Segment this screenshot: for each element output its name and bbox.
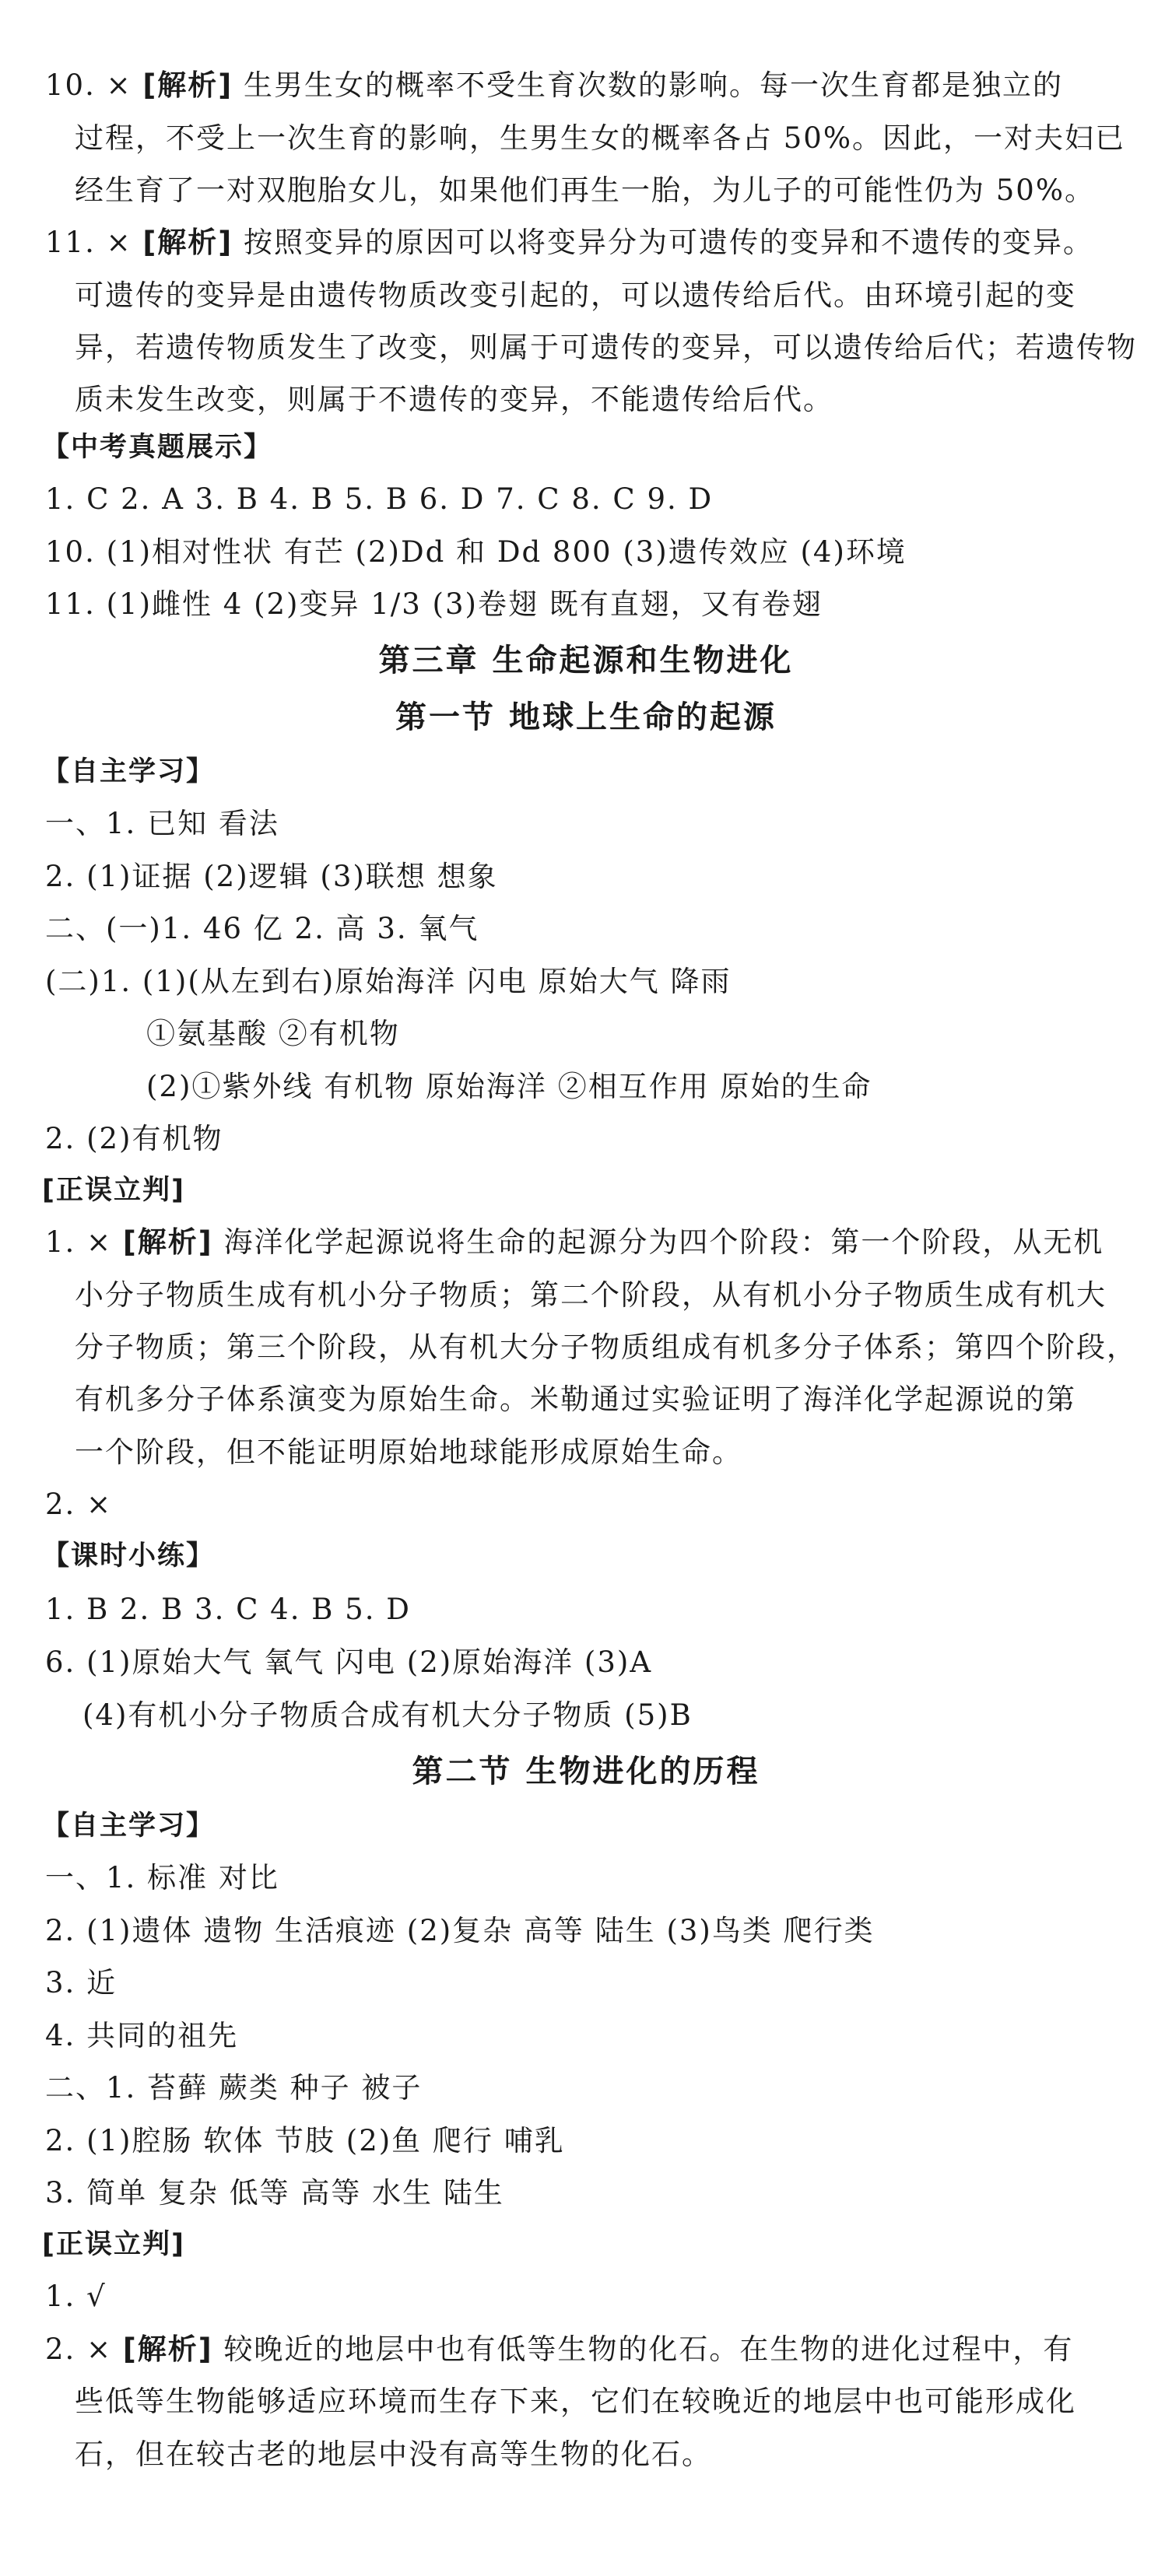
section-2-zizhu-title: 【自主学习】: [42, 1810, 216, 1842]
s2-zizhu-3: 3. 近: [45, 1966, 118, 1999]
s1-zizhu-4: (二)1. (1)(从左到右)原始海洋 闪电 原始大气 降雨: [45, 965, 732, 998]
s1-zhengwu-1-line-5: 一个阶段，但不能证明原始地球能形成原始生命。: [75, 1435, 742, 1469]
q10-analysis-tag: [解析]: [142, 68, 233, 102]
s1-zizhu-1: 一、1. 已知 看法: [45, 807, 279, 840]
q10-line-3: 经生育了一对双胞胎女儿，如果他们再生一胎，为儿子的可能性仍为 50%。: [75, 173, 1095, 207]
s1-zhengwu-1-line-2: 小分子物质生成有机小分子物质；第二个阶段，从有机小分子物质生成有机大: [75, 1278, 1107, 1312]
q10-line-1: 10. × [解析] 生男生女的概率不受生育次数的影响。每一次生育都是独立的: [45, 68, 1063, 102]
q10-number: 10. ×: [45, 68, 132, 102]
section-2-zhengwu-title: [正误立判]: [42, 2229, 185, 2260]
zhongkao-answers-3: 11. (1)雌性 4 (2)变异 1/3 (3)卷翅 既有直翅，又有卷翅: [45, 587, 823, 621]
s2-zizhu-4: 4. 共同的祖先: [45, 2019, 239, 2052]
q11-line-4: 质未发生改变，则属于不遗传的变异，不能遗传给后代。: [75, 383, 833, 416]
q11-analysis-tag: [解析]: [142, 226, 233, 259]
s1-zhengwu-1-line-4: 有机多分子体系演变为原始生命。米勒通过实验证明了海洋化学起源说的第: [75, 1383, 1076, 1416]
s1-analysis-tag: [解析]: [122, 1225, 213, 1259]
s1-zizhu-2: 2. (1)证据 (2)逻辑 (3)联想 想象: [45, 860, 498, 893]
q11-number: 11. ×: [45, 226, 132, 259]
s1-zhengwu-1-line-1: 1. × [解析] 海洋化学起源说将生命的起源分为四个阶段：第一个阶段，从无机: [45, 1225, 1104, 1259]
section-1-keshi-title: 【课时小练】: [42, 1540, 216, 1572]
s1-zizhu-6: (2)①紫外线 有机物 原始海洋 ②相互作用 原始的生命: [146, 1070, 872, 1103]
chapter-title: 第三章 生命起源和生物进化: [378, 643, 794, 678]
s2-zhengwu-1: 1. √: [45, 2280, 107, 2313]
s2-zizhu-5: 二、1. 苔藓 蕨类 种子 被子: [45, 2071, 423, 2105]
q11-line-1: 11. × [解析] 按照变异的原因可以将变异分为可遗传的变异和不遗传的变异。: [45, 226, 1093, 259]
s2-analysis-tag: [解析]: [122, 2332, 213, 2366]
zhongkao-answers-1: 1. C 2. A 3. B 4. B 5. B 6. D 7. C 8. C 9. D: [45, 482, 714, 516]
section-1-title: 第一节 地球上生命的起源: [395, 699, 777, 735]
s2-zizhu-1: 一、1. 标准 对比: [45, 1861, 279, 1894]
s2-zizhu-2: 2. (1)遗体 遗物 生活痕迹 (2)复杂 高等 陆生 (3)鸟类 爬行类: [45, 1914, 875, 1947]
s1-zizhu-3: 二、(一)1. 46 亿 2. 高 3. 氧气: [45, 912, 479, 945]
q10-line-2: 过程，不受上一次生育的影响，生男生女的概率各占 50%。因此，一对夫妇已: [75, 121, 1125, 155]
s1-zhengwu-1-line-3: 分子物质；第三个阶段，从有机大分子物质组成有机多分子体系；第四个阶段，: [75, 1330, 1137, 1364]
q11-line-2: 可遗传的变异是由遗传物质改变引起的，可以遗传给后代。由环境引起的变: [75, 279, 1076, 312]
s2-zizhu-7: 3. 简单 复杂 低等 高等 水生 陆生: [45, 2176, 504, 2210]
s1-zizhu-7: 2. (2)有机物: [45, 1122, 223, 1155]
zhongkao-answers-2: 10. (1)相对性状 有芒 (2)Dd 和 Dd 800 (3)遗传效应 (4)环境: [45, 535, 907, 569]
section-1-zizhu-title: 【自主学习】: [42, 756, 216, 787]
s1-zhengwu-2: 2. ×: [45, 1488, 113, 1521]
s1-keshi-3: (4)有机小分子物质合成有机大分子物质 (5)B: [82, 1698, 693, 1732]
s1-zizhu-5: ①氨基酸 ②有机物: [146, 1017, 400, 1050]
s1-keshi-2: 6. (1)原始大气 氧气 闪电 (2)原始海洋 (3)A: [45, 1645, 653, 1679]
s1-keshi-1: 1. B 2. B 3. C 4. B 5. D: [45, 1593, 411, 1626]
q11-line-3: 异，若遗传物质发生了改变，则属于可遗传的变异，可以遗传给后代；若遗传物: [75, 331, 1137, 364]
s2-zhengwu-2-line-1: 2. × [解析] 较晚近的地层中也有低等生物的化石。在生物的进化过程中，有: [45, 2332, 1074, 2366]
s2-zhengwu-2-line-2: 些低等生物能够适应环境而生存下来，它们在较晚近的地层中也可能形成化: [75, 2385, 1076, 2418]
s2-zhengwu-2-line-3: 石，但在较古老的地层中没有高等生物的化石。: [75, 2438, 712, 2471]
zhongkao-section-title: 【中考真题展示】: [42, 432, 273, 463]
section-1-zhengwu-title: [正误立判]: [42, 1175, 185, 1206]
s2-zizhu-6: 2. (1)腔肠 软体 节肢 (2)鱼 爬行 哺乳: [45, 2124, 565, 2157]
section-2-title: 第二节 生物进化的历程: [412, 1754, 760, 1789]
